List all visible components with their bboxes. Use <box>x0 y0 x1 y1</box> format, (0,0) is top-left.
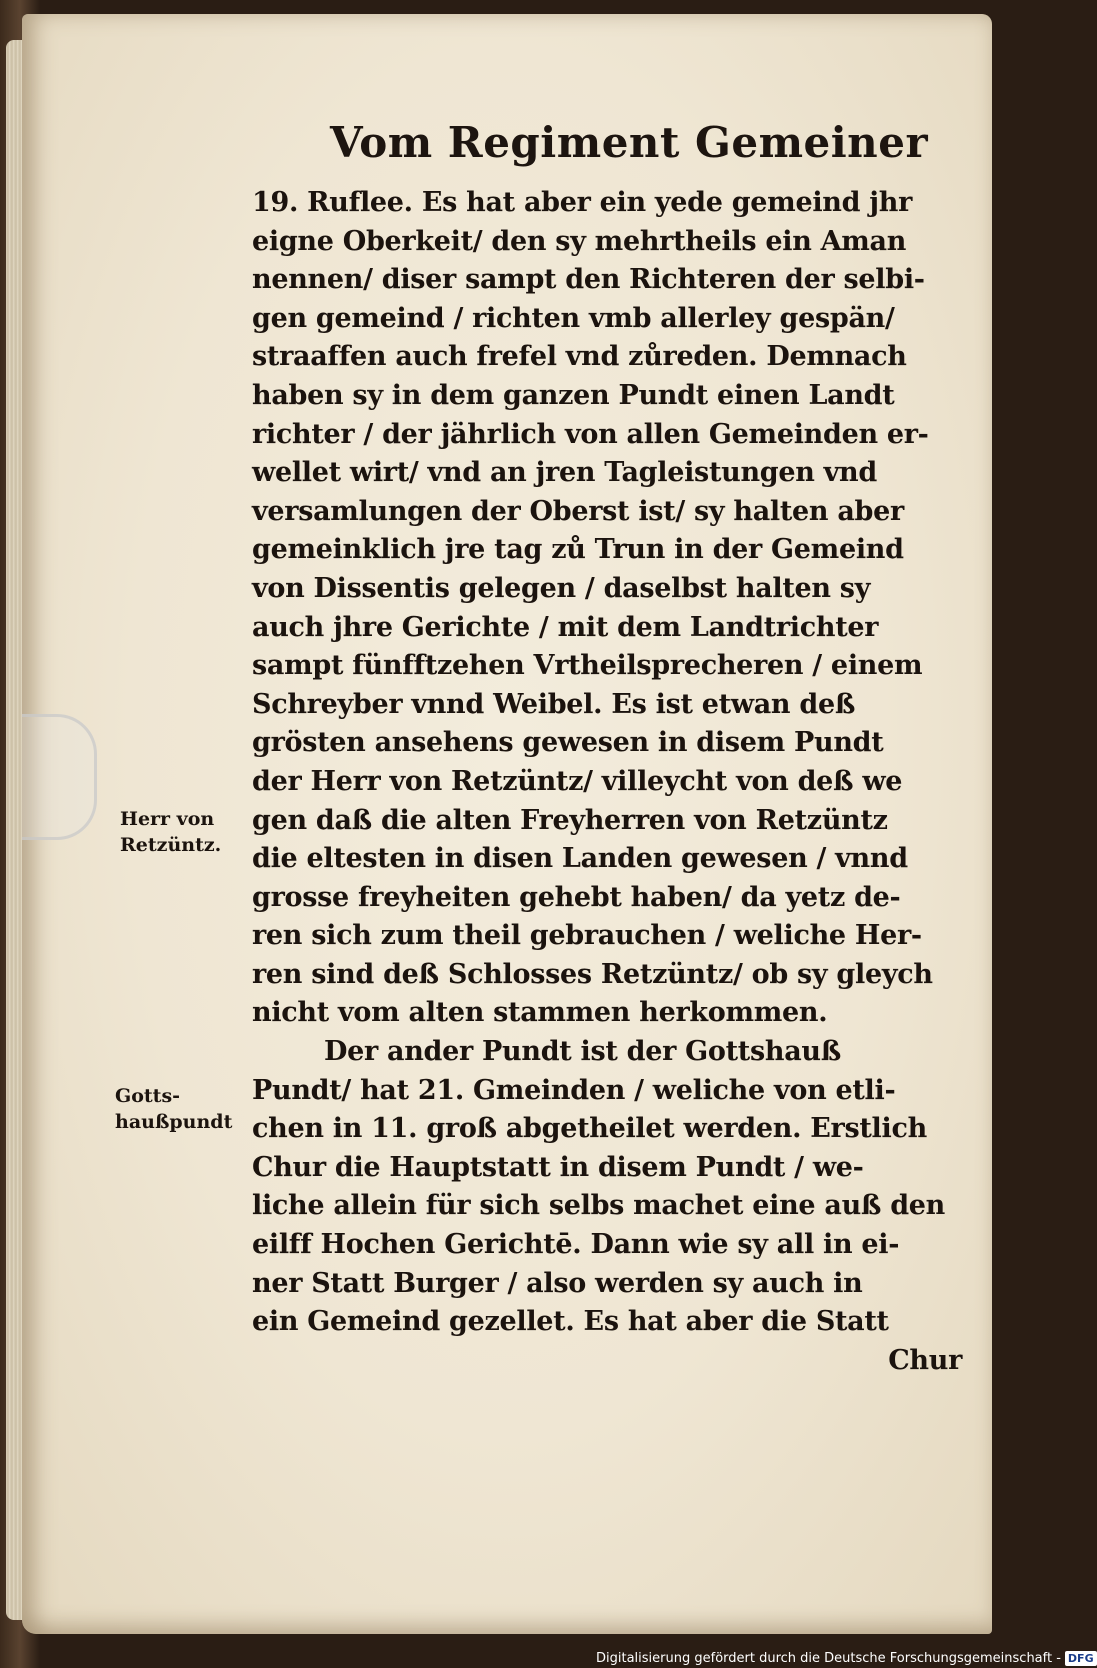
text-line: grösten ansehens gewesen in disem Pundt <box>252 727 884 759</box>
text-line: straaffen auch frefel vnd zůreden. Demnach <box>252 341 907 373</box>
running-title: Vom Regiment Gemeiner <box>330 118 929 167</box>
text-line: haben sy in dem ganzen Pundt einen Landt <box>252 379 895 411</box>
text-line: sampt fünfftzehen Vrtheilsprecheren / einem <box>252 650 923 682</box>
text-line: gen daß die alten Freyherren von Retzüntz <box>252 804 888 836</box>
text-line: richter / der jährlich von allen Gemeinden er- <box>252 418 929 450</box>
text-line: die eltesten in disen Landen gewesen / vnnd <box>252 843 908 875</box>
text-line: ner Statt Burger / also werden sy auch in <box>252 1267 863 1299</box>
text-line: Schreyber vnnd Weibel. Es ist etwan deß <box>252 688 856 720</box>
digitization-footer <box>596 1648 1097 1668</box>
marginal-note-line: Retzüntz. <box>120 834 222 856</box>
text-line: Chur die Hauptstatt in disem Pundt / we- <box>252 1151 864 1183</box>
text-line: ren sind deß Schlosses Retzüntz/ ob sy gleych <box>252 958 933 990</box>
text-line: gemeinklich jre tag zů Trun in der Gemeind <box>252 534 904 566</box>
text-line: gen gemeind / richten vmb allerley gespän/ <box>252 302 895 334</box>
catchword: Chur <box>888 1344 962 1376</box>
dfg-logo: DFG <box>1065 1651 1097 1666</box>
text-line: von Dissentis gelegen / daselbst halten sy <box>252 572 871 604</box>
marginal-note-line: Gotts- <box>115 1085 181 1107</box>
marginal-note-line: Herr von <box>120 808 215 830</box>
marginal-note-line: haußpundt <box>115 1111 233 1133</box>
text-line: auch jhre Gerichte / mit dem Landtrichter <box>252 611 879 643</box>
page-clip <box>22 714 97 840</box>
text-line: grosse freyheiten gehebt haben/ da yetz de- <box>252 881 901 913</box>
text-line: der Herr von Retzüntz/ villeycht von deß we <box>252 765 903 797</box>
text-line: eilff Hochen Gerichtē. Dann wie sy all in ei- <box>252 1229 900 1261</box>
text-line: Pundt/ hat 21. Gmeinden / weliche von etli- <box>252 1074 896 1106</box>
text-line: liche allein für sich selbs machet eine auß den <box>252 1190 946 1222</box>
footer-text: Digitalisierung gefördert durch die Deutsche Forschungsgemeinschaft - <box>596 1650 1061 1666</box>
text-line: nicht vom alten stammen herkommen. <box>252 997 828 1029</box>
text-line: ren sich zum theil gebrauchen / weliche Her- <box>252 920 922 952</box>
text-line: wellet wirt/ vnd an jren Tagleistungen vnd <box>252 457 877 489</box>
marginal-note-herr-von-retzuentz <box>120 806 260 858</box>
text-line: chen in 11. groß abgetheilet werden. Erstlich <box>252 1113 927 1145</box>
text-line: eigne Oberkeit/ den sy mehrtheils ein Aman <box>252 225 907 257</box>
text-line: Der ander Pundt ist der Gottshauß <box>324 1036 841 1068</box>
text-line: nennen/ diser sampt den Richteren der selbi- <box>252 264 925 296</box>
body-text <box>252 184 962 1380</box>
text-line: versamlungen der Oberst ist/ sy halten aber <box>252 495 904 527</box>
text-line: 19. Ruflee. Es hat aber ein yede gemeind jhr <box>252 187 913 218</box>
text-line: ein Gemeind gezellet. Es hat aber die Statt <box>252 1306 889 1338</box>
marginal-note-gottshausspundt <box>115 1083 255 1135</box>
